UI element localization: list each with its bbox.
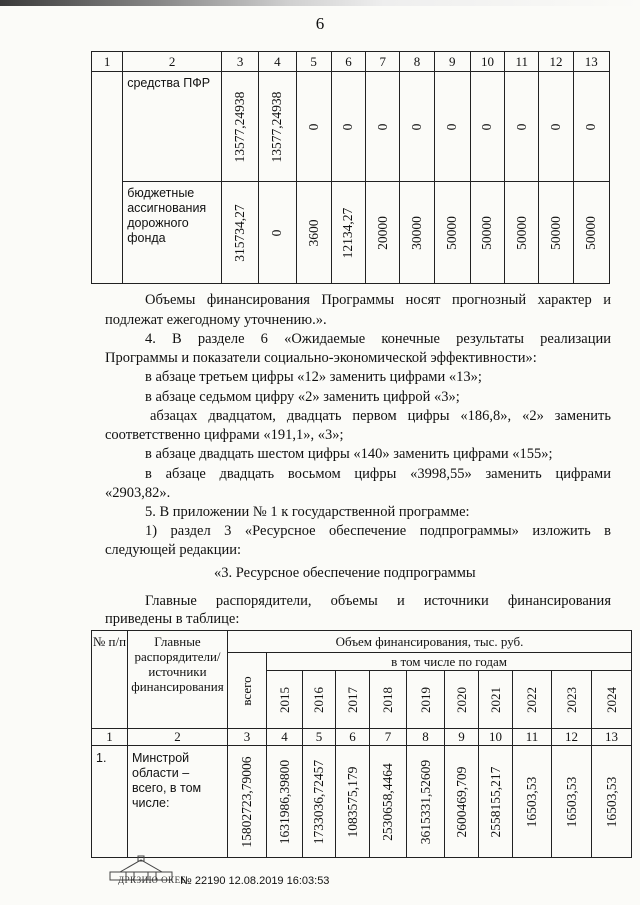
year-header: 2024 <box>603 686 619 713</box>
paragraph: Программы и показатели социально-экономической эффективности»: <box>105 350 537 366</box>
value-cell: 50000 <box>547 215 563 250</box>
value-cell: 50000 <box>513 215 529 250</box>
value-cell: 2600469,709 <box>453 766 469 837</box>
value-cell: 16503,53 <box>524 776 539 827</box>
value-cell: 20000 <box>374 215 390 250</box>
paragraph: соответственно цифрами «191,1», «3»; <box>105 427 344 443</box>
col-number: 4 <box>267 729 303 746</box>
row-number: 1. <box>92 746 128 858</box>
col-number: 11 <box>513 729 552 746</box>
paragraph: в абзаце третьем цифры «12» заменить цифрами «13»; <box>145 369 482 385</box>
col-number: 6 <box>331 52 365 72</box>
paragraph: Объемы финансирования Программы носят прогнозный характер и <box>145 292 611 308</box>
col-number: 10 <box>470 52 504 72</box>
value-cell: 13577,24938 <box>232 91 248 162</box>
col-number: 2 <box>123 52 222 72</box>
value-cell: 3615331,52609 <box>417 759 433 844</box>
col-number: 11 <box>505 52 539 72</box>
header-number: № п/п <box>92 631 128 729</box>
header-by-years: в том числе по годам <box>267 653 632 671</box>
value-cell: 0 <box>513 123 529 130</box>
paragraph: подлежат ежегодному уточнению.». <box>105 312 327 328</box>
value-cell: 0 <box>374 123 390 130</box>
value-cell: 30000 <box>408 215 424 250</box>
col-number: 6 <box>336 729 370 746</box>
col-number: 4 <box>259 52 296 72</box>
value-cell: 1631986,39800 <box>276 759 292 844</box>
year-header: 2018 <box>380 686 395 713</box>
col-number: 1 <box>92 729 128 746</box>
year-header: 2015 <box>276 686 292 713</box>
year-header: 2017 <box>344 686 360 713</box>
paragraph: в абзаце двадцать восьмом цифры «3998,55» заменить цифрами <box>145 466 611 482</box>
value-cell: 0 <box>479 123 495 130</box>
col-number: 7 <box>366 52 400 72</box>
paragraph: в абзаце двадцать шестом цифры «140» заменить цифрами «155»; <box>145 446 553 462</box>
value-cell: 0 <box>547 123 563 130</box>
value-cell: 13577,24938 <box>269 91 285 162</box>
paragraph: 5. В приложении № 1 к государственной программе: <box>145 504 470 520</box>
year-header: 2016 <box>311 686 326 713</box>
value-cell: 2530658,4464 <box>380 762 395 841</box>
col-number: 13 <box>592 729 632 746</box>
year-header: 2022 <box>524 686 539 713</box>
source-label: средства ПФР <box>123 72 222 182</box>
table-row <box>92 746 632 858</box>
col-number: 9 <box>445 729 479 746</box>
value-cell: 16503,53 <box>603 776 619 827</box>
scan-edge <box>0 0 640 6</box>
col-number: 8 <box>407 729 445 746</box>
col-number: 3 <box>221 52 258 72</box>
year-header: 2023 <box>563 686 579 713</box>
paragraph: 1) раздел 3 «Ресурсное обеспечение подпрограммы» изложить в <box>145 523 611 539</box>
financing-table-continued <box>91 51 610 284</box>
paragraph: приведены в таблице: <box>105 611 240 627</box>
page-number: 6 <box>315 14 325 33</box>
value-cell: 16503,53 <box>563 776 579 827</box>
paragraph: в абзаце седьмом цифру «2» заменить цифрой «3»; <box>145 389 460 405</box>
table-row <box>92 72 610 182</box>
value-cell: 1733036,72457 <box>311 759 326 844</box>
registration-number: № 22190 12.08.2019 16:03:53 <box>180 875 330 887</box>
paragraph: следующей редакции: <box>105 542 242 558</box>
value-cell: 3600 <box>305 219 321 246</box>
value-cell: 50000 <box>479 215 495 250</box>
col-number: 2 <box>128 729 228 746</box>
value-cell: 50000 <box>583 215 599 250</box>
value-cell: 315734,27 <box>232 203 248 262</box>
table-row <box>92 182 610 284</box>
value-cell: 0 <box>583 123 599 130</box>
row-label: Минстрой области – всего, в том числе: <box>128 746 228 858</box>
value-cell: 50000 <box>444 215 460 250</box>
col-number: 7 <box>370 729 407 746</box>
col-number: 9 <box>434 52 470 72</box>
section-title: «3. Ресурсное обеспечение подпрограммы <box>214 565 476 581</box>
paragraph: 4. В разделе 6 «Ожидаемые конечные результаты реализации <box>145 331 611 347</box>
value-cell: 15802723,79006 <box>239 755 254 848</box>
col-number: 13 <box>573 52 609 72</box>
col-number: 12 <box>552 729 592 746</box>
empty-cell <box>92 72 123 284</box>
col-number: 3 <box>228 729 267 746</box>
header-row <box>92 631 632 653</box>
value-cell: 0 <box>408 123 424 130</box>
source-label: бюджетные ассигнования дорожного фонда <box>123 182 222 284</box>
paragraph: Главные распорядители, объемы и источники финансирования <box>145 593 611 609</box>
col-number: 5 <box>296 52 331 72</box>
financing-table <box>91 630 632 858</box>
value-cell: 12134,27 <box>340 207 356 258</box>
paragraph: абзацах двадцатом, двадцать первом цифры «186,8», «2» заменить <box>150 408 611 424</box>
col-number: 10 <box>479 729 513 746</box>
col-number: 1 <box>92 52 123 72</box>
year-header: 2020 <box>453 686 469 713</box>
col-number: 12 <box>539 52 573 72</box>
col-number: 5 <box>303 729 336 746</box>
header-total: всего <box>239 675 254 706</box>
column-numbers-row <box>92 52 610 72</box>
value-cell: 0 <box>444 123 460 130</box>
value-cell: 2558155,217 <box>487 766 503 837</box>
value-cell: 0 <box>269 229 285 236</box>
stamp-text: ДРКЗИЮ ОКЕБ <box>118 875 187 885</box>
value-cell: 0 <box>305 123 321 130</box>
header-managers: Главные распорядители/ источники финансирования <box>128 631 228 729</box>
year-header: 2021 <box>487 686 503 713</box>
year-header: 2019 <box>417 686 433 713</box>
header-volume: Объем финансирования, тыс. руб. <box>228 631 632 653</box>
column-numbers-row <box>92 729 632 746</box>
value-cell: 1083575,179 <box>344 766 360 837</box>
col-number: 8 <box>400 52 434 72</box>
value-cell: 0 <box>340 123 356 130</box>
paragraph: «2903,82». <box>105 485 171 501</box>
